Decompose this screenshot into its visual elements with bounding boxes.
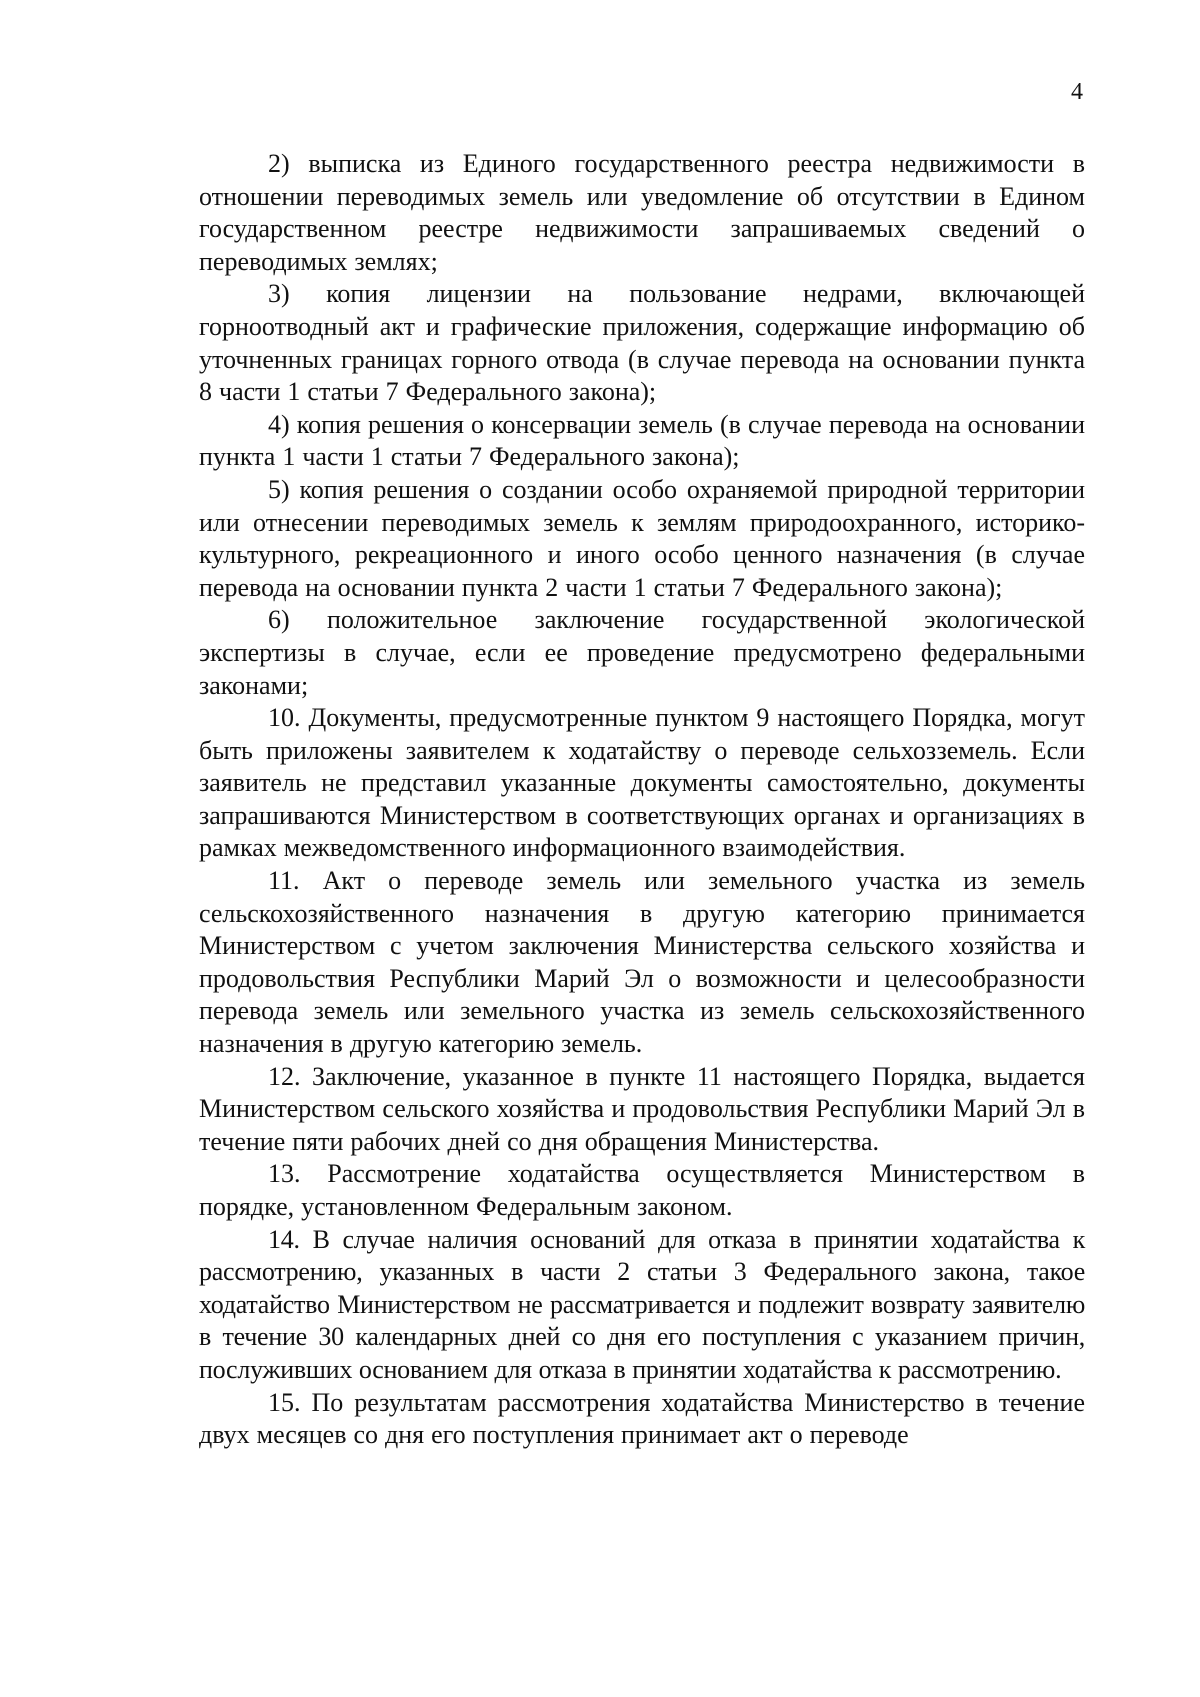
document-body <box>199 148 1085 1452</box>
paragraph-clause-11: 11. Акт о переводе земель или земельного участка из земель сельскохозяйственного назначения в другую категорию принимается Министерством с учетом заключения Министерства сельского хозяйства и продовольствия Республики Марий Эл о возможности и целесообразности перевода земель или земельного участка из земель сельскохозяйственного назначения в другую категорию земель. <box>199 866 1085 1059</box>
paragraph-clause-14: 14. В случае наличия оснований для отказа в принятии ходатайства к рассмотрению, указанных в части 2 статьи 3 Федерального закона, такое ходатайство Министерством не рассматривается и подлежит возврату заявителю в течение 30 календарных дней со дня его поступления с указанием причин, послуживших основанием для отказа в принятии ходатайства к рассмотрению. <box>199 1224 1085 1384</box>
paragraph-clause-13: 13. Рассмотрение ходатайства осуществляется Министерством в порядке, установленном Федеральным законом. <box>199 1159 1085 1221</box>
paragraph-clause-10: 10. Документы, предусмотренные пунктом 9 настоящего Порядка, могут быть приложены заявителем к ходатайству о переводе сельхозземель. Если заявитель не представил указанные документы самостоятельно, документы запрашиваются Министерством в соответствующих органах и организациях в рамках межведомственного информационного взаимодействия. <box>199 703 1085 863</box>
paragraph-item-5: 5) копия решения о создании особо охраняемой природной территории или отнесении переводимых земель к землям природоохранного, историко-культурного, рекреационного и иного особо ценного назначения (в случае перевода на основании пункта 2 части 1 статьи 7 Федерального закона); <box>199 474 1085 602</box>
paragraph-item-6: 6) положительное заключение государственной экологической экспертизы в случае, если ее проведение предусмотрено федеральными законами; <box>199 605 1085 700</box>
paragraph-item-2: 2) выписка из Единого государственного реестра недвижимости в отношении переводимых земель или уведомление об отсутствии в Едином государственном реестре недвижимости запрашиваемых сведений о переводимых землях; <box>199 149 1085 276</box>
paragraph-item-3: 3) копия лицензии на пользование недрами, включающей горноотводный акт и графические приложения, содержащие информацию об уточненных границах горного отвода (в случае перевода на основании пункта 8 части 1 статьи 7 Федерального закона); <box>199 279 1085 407</box>
paragraph-item-4: 4) копия решения о консервации земель (в случае перевода на основании пункта 1 части 1 статьи 7 Федерального закона); <box>199 409 1085 472</box>
paragraph-clause-12: 12. Заключение, указанное в пункте 11 настоящего Порядка, выдается Министерством сельского хозяйства и продовольствия Республики Марий Эл в течение пяти рабочих дней со дня обращения Министерства. <box>199 1061 1085 1156</box>
paragraph-clause-15: 15. По результатам рассмотрения ходатайства Министерство в течение двух месяцев со дня его поступления принимает акт о переводе <box>199 1387 1085 1450</box>
page-number: 4 <box>1071 79 1083 105</box>
